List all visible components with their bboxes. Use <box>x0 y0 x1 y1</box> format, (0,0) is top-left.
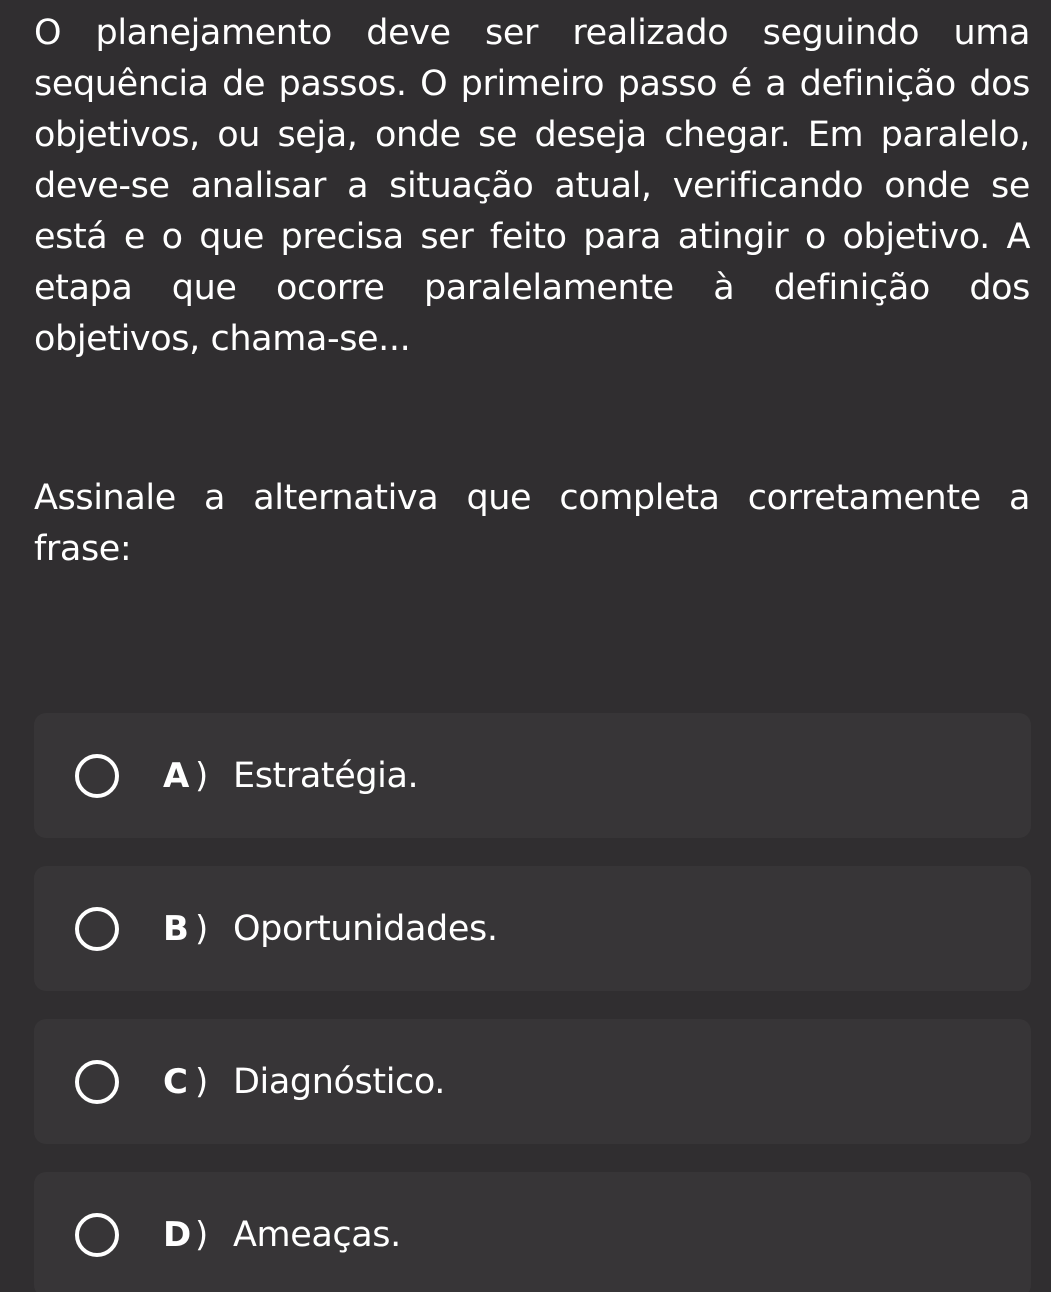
option-paren: ) <box>195 1061 209 1102</box>
radio-button-icon[interactable] <box>75 1060 119 1104</box>
question-stem-block <box>34 8 1030 365</box>
question-stem: O planejamento deve ser realizado seguindo uma sequência de passos. O primeiro passo é a definição dos objetivos, ou seja, onde se deseja chegar. Em paralelo, deve-se analisar a situação atual, verificando onde se está e o que precisa ser feito para atingir o objetivo. A etapa que ocorre paralelamente à definição dos objetivos, chama-se... <box>34 13 1030 359</box>
option-paren: ) <box>195 1214 209 1255</box>
option-text: Estratégia. <box>233 755 419 796</box>
radio-button-icon[interactable] <box>75 907 119 951</box>
option-letter: D <box>163 1214 192 1255</box>
option-paren: ) <box>195 755 209 796</box>
option-text: Oportunidades. <box>233 908 498 949</box>
option-c[interactable] <box>34 1019 1031 1144</box>
radio-button-icon[interactable] <box>75 1213 119 1257</box>
option-text: Ameaças. <box>233 1214 401 1255</box>
option-text: Diagnóstico. <box>233 1061 445 1102</box>
option-b[interactable] <box>34 866 1031 991</box>
question-prompt: Assinale a alternativa que completa corretamente a frase: <box>34 478 1030 569</box>
answer-options <box>34 713 1031 1292</box>
option-letter: B <box>163 908 189 949</box>
option-paren: ) <box>195 908 209 949</box>
option-letter: C <box>163 1061 188 1102</box>
radio-button-icon[interactable] <box>75 754 119 798</box>
option-a[interactable] <box>34 713 1031 838</box>
option-letter: A <box>163 755 190 796</box>
option-d[interactable] <box>34 1172 1031 1292</box>
